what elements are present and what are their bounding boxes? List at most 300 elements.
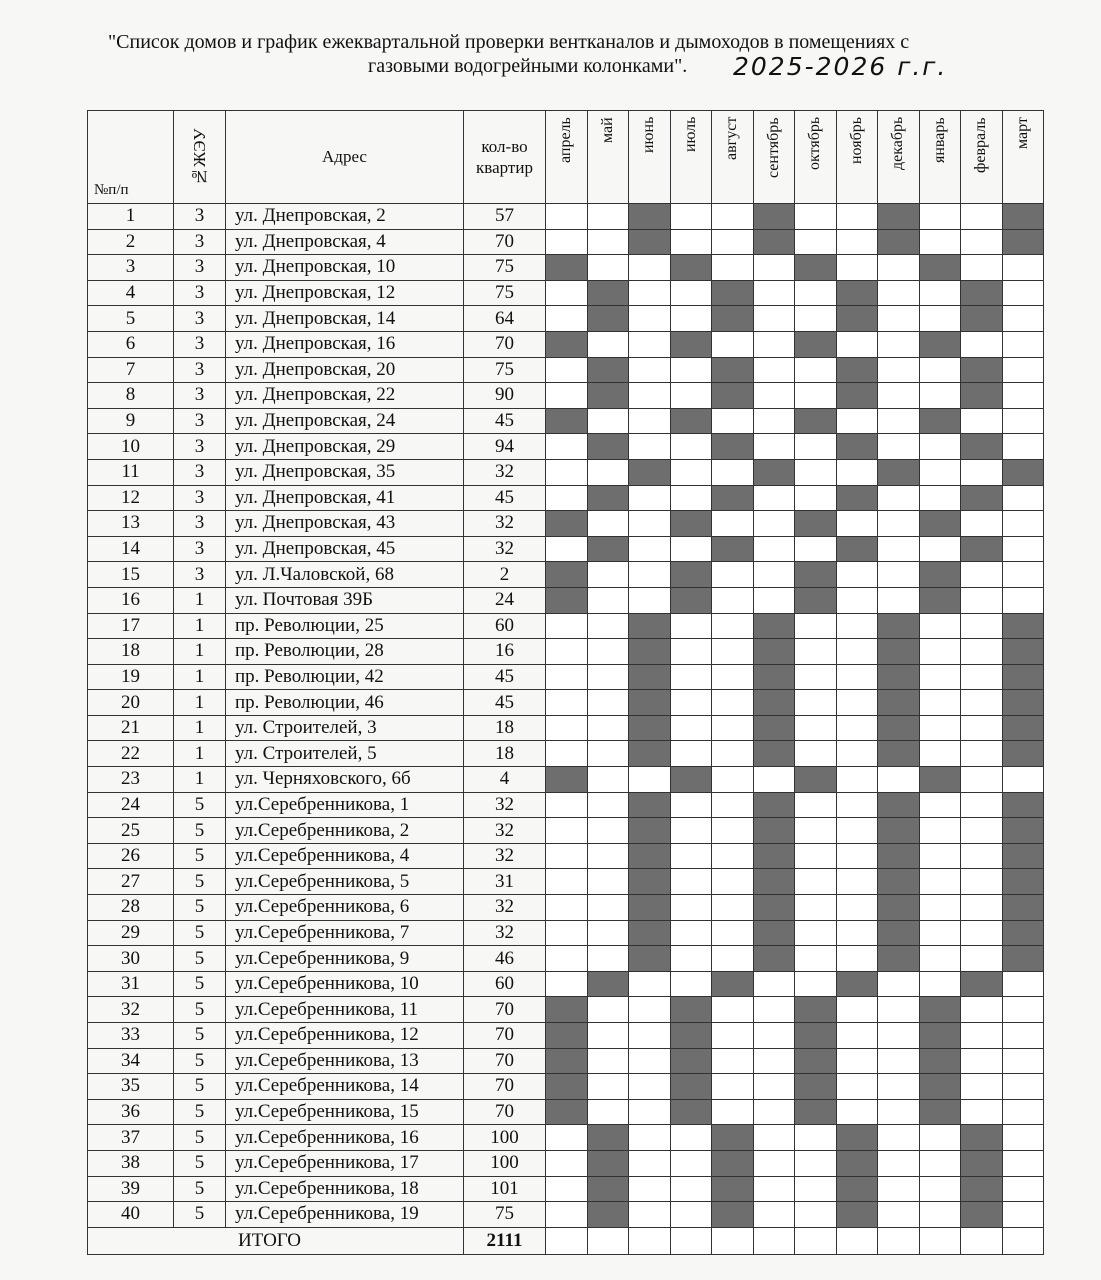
- scheduled-check-cell: [587, 485, 629, 511]
- month-cell: [712, 1227, 754, 1254]
- month-cell: [629, 434, 671, 460]
- scheduled-check-cell: [587, 1202, 629, 1228]
- month-cell: [753, 562, 795, 588]
- row-number: 10: [88, 434, 174, 460]
- month-cell: [712, 1048, 754, 1074]
- table-row: [88, 920, 1044, 946]
- month-cell: [546, 843, 588, 869]
- month-cell: [919, 843, 961, 869]
- month-cell: [670, 741, 712, 767]
- scheduled-check-cell: [961, 306, 1003, 332]
- month-cell: [712, 229, 754, 255]
- row-number: 20: [88, 690, 174, 716]
- month-cell: [836, 255, 878, 281]
- scheduled-check-cell: [961, 485, 1003, 511]
- row-zheu: 1: [174, 690, 226, 716]
- month-cell: [712, 331, 754, 357]
- row-zheu: 5: [174, 1150, 226, 1176]
- scheduled-check-cell: [795, 1099, 837, 1125]
- month-cell: [587, 511, 629, 537]
- month-cell: [546, 792, 588, 818]
- month-cell: [629, 997, 671, 1023]
- month-cell: [629, 511, 671, 537]
- month-cell: [836, 664, 878, 690]
- month-cell: [919, 1150, 961, 1176]
- scheduled-check-cell: [670, 511, 712, 537]
- month-cell: [795, 1176, 837, 1202]
- scheduled-check-cell: [878, 792, 920, 818]
- month-cell: [712, 895, 754, 921]
- row-number: 39: [88, 1176, 174, 1202]
- row-address: ул.Серебренникова, 18: [226, 1176, 464, 1202]
- month-cell: [1002, 1150, 1044, 1176]
- month-cell: [961, 408, 1003, 434]
- row-zheu: 5: [174, 895, 226, 921]
- row-address: ул.Серебренникова, 5: [226, 869, 464, 895]
- month-cell: [753, 280, 795, 306]
- month-cell: [836, 895, 878, 921]
- month-cell: [836, 818, 878, 844]
- row-apartments: 75: [464, 357, 546, 383]
- month-cell: [712, 792, 754, 818]
- scheduled-check-cell: [795, 997, 837, 1023]
- month-cell: [836, 715, 878, 741]
- table-row: [88, 664, 1044, 690]
- row-apartments: 45: [464, 485, 546, 511]
- table-row: [88, 1023, 1044, 1049]
- month-cell: [753, 1176, 795, 1202]
- row-number: 6: [88, 331, 174, 357]
- month-cell: [961, 997, 1003, 1023]
- row-number: 27: [88, 869, 174, 895]
- month-cell: [753, 306, 795, 332]
- scheduled-check-cell: [836, 280, 878, 306]
- month-cell: [629, 767, 671, 793]
- scheduled-check-cell: [546, 1099, 588, 1125]
- month-cell: [878, 971, 920, 997]
- month-cell: [629, 280, 671, 306]
- month-cell: [795, 204, 837, 230]
- scheduled-check-cell: [1002, 690, 1044, 716]
- month-cell: [712, 613, 754, 639]
- month-cell: [587, 818, 629, 844]
- month-cell: [753, 1202, 795, 1228]
- month-cell: [629, 587, 671, 613]
- row-apartments: 70: [464, 1099, 546, 1125]
- row-zheu: 5: [174, 1202, 226, 1228]
- table-row: [88, 459, 1044, 485]
- month-cell: [919, 536, 961, 562]
- scheduled-check-cell: [629, 229, 671, 255]
- month-cell: [753, 255, 795, 281]
- row-zheu: 1: [174, 587, 226, 613]
- schedule-table: [87, 110, 1044, 1255]
- scheduled-check-cell: [712, 1202, 754, 1228]
- header-month: декабрь: [878, 111, 920, 204]
- row-zheu: 3: [174, 255, 226, 281]
- row-address: ул. Л.Чаловской, 68: [226, 562, 464, 588]
- month-cell: [795, 920, 837, 946]
- month-cell: [712, 1023, 754, 1049]
- scheduled-check-cell: [587, 383, 629, 409]
- scheduled-check-cell: [919, 562, 961, 588]
- month-cell: [712, 562, 754, 588]
- month-cell: [546, 715, 588, 741]
- month-cell: [795, 229, 837, 255]
- table-row: [88, 690, 1044, 716]
- month-cell: [753, 997, 795, 1023]
- scheduled-check-cell: [795, 767, 837, 793]
- row-apartments: 75: [464, 280, 546, 306]
- month-cell: [587, 895, 629, 921]
- month-cell: [670, 1125, 712, 1151]
- row-number: 31: [88, 971, 174, 997]
- scheduled-check-cell: [753, 869, 795, 895]
- month-cell: [587, 664, 629, 690]
- month-cell: [919, 1227, 961, 1254]
- row-number: 14: [88, 536, 174, 562]
- month-cell: [1002, 357, 1044, 383]
- month-cell: [670, 383, 712, 409]
- scheduled-check-cell: [587, 1125, 629, 1151]
- scheduled-check-cell: [753, 843, 795, 869]
- month-cell: [753, 536, 795, 562]
- row-zheu: 5: [174, 1099, 226, 1125]
- row-zheu: 5: [174, 792, 226, 818]
- table-row: [88, 818, 1044, 844]
- row-number: 17: [88, 613, 174, 639]
- month-cell: [961, 715, 1003, 741]
- header-month: сентябрь: [753, 111, 795, 204]
- scheduled-check-cell: [795, 408, 837, 434]
- month-cell: [878, 1176, 920, 1202]
- month-cell: [878, 511, 920, 537]
- scheduled-check-cell: [712, 536, 754, 562]
- row-zheu: 5: [174, 818, 226, 844]
- row-zheu: 5: [174, 1176, 226, 1202]
- scheduled-check-cell: [795, 587, 837, 613]
- scheduled-check-cell: [1002, 920, 1044, 946]
- month-cell: [587, 946, 629, 972]
- scheduled-check-cell: [961, 434, 1003, 460]
- scheduled-check-cell: [753, 204, 795, 230]
- row-zheu: 3: [174, 485, 226, 511]
- month-cell: [629, 1202, 671, 1228]
- row-address: ул.Серебренникова, 9: [226, 946, 464, 972]
- month-cell: [587, 1227, 629, 1254]
- month-cell: [546, 818, 588, 844]
- row-apartments: 100: [464, 1125, 546, 1151]
- scheduled-check-cell: [919, 587, 961, 613]
- row-zheu: 5: [174, 869, 226, 895]
- month-cell: [836, 562, 878, 588]
- scheduled-check-cell: [670, 562, 712, 588]
- month-cell: [629, 562, 671, 588]
- scheduled-check-cell: [546, 562, 588, 588]
- month-cell: [1002, 1074, 1044, 1100]
- month-cell: [961, 1023, 1003, 1049]
- table-row: [88, 383, 1044, 409]
- row-zheu: 3: [174, 562, 226, 588]
- row-address: ул. Днепровская, 41: [226, 485, 464, 511]
- table-row: [88, 587, 1044, 613]
- scheduled-check-cell: [878, 818, 920, 844]
- scheduled-check-cell: [712, 971, 754, 997]
- table-row: [88, 971, 1044, 997]
- row-number: 28: [88, 895, 174, 921]
- month-cell: [546, 895, 588, 921]
- month-cell: [1002, 255, 1044, 281]
- scheduled-check-cell: [712, 1176, 754, 1202]
- scheduled-check-cell: [712, 434, 754, 460]
- row-number: 36: [88, 1099, 174, 1125]
- row-address: ул.Серебренникова, 14: [226, 1074, 464, 1100]
- month-cell: [670, 639, 712, 665]
- table-row: [88, 331, 1044, 357]
- row-address: ул. Черняховского, 6б: [226, 767, 464, 793]
- row-apartments: 70: [464, 229, 546, 255]
- month-cell: [629, 1023, 671, 1049]
- month-cell: [546, 690, 588, 716]
- row-apartments: 70: [464, 1023, 546, 1049]
- scheduled-check-cell: [795, 511, 837, 537]
- row-zheu: 5: [174, 843, 226, 869]
- month-cell: [546, 536, 588, 562]
- month-cell: [670, 920, 712, 946]
- table-body: [88, 204, 1044, 1228]
- row-zheu: 3: [174, 536, 226, 562]
- scheduled-check-cell: [836, 1176, 878, 1202]
- row-address: ул.Серебренникова, 1: [226, 792, 464, 818]
- month-cell: [961, 613, 1003, 639]
- scheduled-check-cell: [587, 357, 629, 383]
- month-cell: [795, 741, 837, 767]
- scheduled-check-cell: [546, 1023, 588, 1049]
- month-cell: [795, 869, 837, 895]
- scheduled-check-cell: [629, 204, 671, 230]
- row-number: 38: [88, 1150, 174, 1176]
- month-cell: [587, 639, 629, 665]
- row-zheu: 1: [174, 715, 226, 741]
- month-cell: [961, 690, 1003, 716]
- month-cell: [753, 587, 795, 613]
- month-cell: [795, 639, 837, 665]
- month-cell: [1002, 1048, 1044, 1074]
- row-zheu: 3: [174, 511, 226, 537]
- month-cell: [878, 306, 920, 332]
- scheduled-check-cell: [546, 1048, 588, 1074]
- row-apartments: 70: [464, 1048, 546, 1074]
- scheduled-check-cell: [919, 255, 961, 281]
- month-cell: [878, 331, 920, 357]
- month-cell: [712, 818, 754, 844]
- scheduled-check-cell: [836, 383, 878, 409]
- row-apartments: 45: [464, 690, 546, 716]
- table-row: [88, 1048, 1044, 1074]
- scheduled-check-cell: [878, 895, 920, 921]
- row-address: ул. Днепровская, 16: [226, 331, 464, 357]
- month-cell: [878, 1099, 920, 1125]
- month-cell: [629, 383, 671, 409]
- month-cell: [795, 946, 837, 972]
- month-cell: [919, 229, 961, 255]
- row-address: ул.Серебренникова, 16: [226, 1125, 464, 1151]
- scheduled-check-cell: [961, 280, 1003, 306]
- month-cell: [712, 869, 754, 895]
- month-cell: [753, 511, 795, 537]
- month-cell: [546, 946, 588, 972]
- month-cell: [878, 485, 920, 511]
- month-cell: [1002, 434, 1044, 460]
- table-row: [88, 1125, 1044, 1151]
- scheduled-check-cell: [753, 664, 795, 690]
- row-apartments: 24: [464, 587, 546, 613]
- month-cell: [546, 229, 588, 255]
- month-cell: [836, 869, 878, 895]
- month-cell: [919, 613, 961, 639]
- row-address: ул. Днепровская, 24: [226, 408, 464, 434]
- scheduled-check-cell: [961, 971, 1003, 997]
- row-apartments: 32: [464, 536, 546, 562]
- scheduled-check-cell: [670, 1074, 712, 1100]
- month-cell: [753, 1150, 795, 1176]
- month-cell: [546, 204, 588, 230]
- row-apartments: 75: [464, 1202, 546, 1228]
- month-cell: [836, 229, 878, 255]
- month-cell: [961, 587, 1003, 613]
- row-address: пр. Революции, 25: [226, 613, 464, 639]
- month-cell: [546, 920, 588, 946]
- month-cell: [712, 1074, 754, 1100]
- scheduled-check-cell: [546, 408, 588, 434]
- row-address: ул.Серебренникова, 17: [226, 1150, 464, 1176]
- month-cell: [1002, 1099, 1044, 1125]
- scheduled-check-cell: [795, 1074, 837, 1100]
- month-cell: [670, 204, 712, 230]
- month-cell: [670, 690, 712, 716]
- scheduled-check-cell: [961, 1176, 1003, 1202]
- row-number: 4: [88, 280, 174, 306]
- scheduled-check-cell: [795, 1023, 837, 1049]
- month-cell: [836, 1048, 878, 1074]
- month-cell: [961, 869, 1003, 895]
- row-address: ул. Днепровская, 43: [226, 511, 464, 537]
- table-row: [88, 741, 1044, 767]
- row-number: 24: [88, 792, 174, 818]
- month-cell: [546, 741, 588, 767]
- month-cell: [961, 767, 1003, 793]
- row-address: пр. Революции, 46: [226, 690, 464, 716]
- row-zheu: 1: [174, 664, 226, 690]
- month-cell: [961, 895, 1003, 921]
- row-address: ул.Серебренникова, 15: [226, 1099, 464, 1125]
- month-cell: [670, 946, 712, 972]
- month-cell: [795, 1125, 837, 1151]
- month-cell: [919, 434, 961, 460]
- row-address: ул. Днепровская, 22: [226, 383, 464, 409]
- month-cell: [587, 792, 629, 818]
- scheduled-check-cell: [629, 690, 671, 716]
- table-row: [88, 562, 1044, 588]
- month-cell: [629, 536, 671, 562]
- month-cell: [836, 920, 878, 946]
- month-cell: [712, 1099, 754, 1125]
- scheduled-check-cell: [1002, 204, 1044, 230]
- month-cell: [712, 843, 754, 869]
- month-cell: [919, 690, 961, 716]
- month-cell: [1002, 511, 1044, 537]
- scheduled-check-cell: [878, 690, 920, 716]
- month-cell: [587, 255, 629, 281]
- month-cell: [670, 434, 712, 460]
- scheduled-check-cell: [836, 485, 878, 511]
- scheduled-check-cell: [878, 843, 920, 869]
- month-cell: [961, 511, 1003, 537]
- month-cell: [1002, 1227, 1044, 1254]
- row-number: 12: [88, 485, 174, 511]
- month-cell: [836, 997, 878, 1023]
- scheduled-check-cell: [961, 1150, 1003, 1176]
- scheduled-check-cell: [670, 1023, 712, 1049]
- month-cell: [836, 511, 878, 537]
- scheduled-check-cell: [1002, 792, 1044, 818]
- month-cell: [670, 1227, 712, 1254]
- scheduled-check-cell: [629, 639, 671, 665]
- month-cell: [919, 280, 961, 306]
- month-cell: [836, 204, 878, 230]
- month-cell: [1002, 331, 1044, 357]
- scheduled-check-cell: [629, 459, 671, 485]
- month-cell: [836, 792, 878, 818]
- row-number: 26: [88, 843, 174, 869]
- month-cell: [878, 1023, 920, 1049]
- row-address: ул. Днепровская, 14: [226, 306, 464, 332]
- month-cell: [878, 1074, 920, 1100]
- month-cell: [836, 459, 878, 485]
- row-address: ул.Серебренникова, 12: [226, 1023, 464, 1049]
- row-address: ул. Днепровская, 2: [226, 204, 464, 230]
- scheduled-check-cell: [587, 306, 629, 332]
- row-number: 2: [88, 229, 174, 255]
- row-apartments: 32: [464, 511, 546, 537]
- table-row: [88, 485, 1044, 511]
- scheduled-check-cell: [753, 639, 795, 665]
- scheduled-check-cell: [919, 997, 961, 1023]
- month-cell: [961, 229, 1003, 255]
- month-cell: [795, 715, 837, 741]
- month-cell: [587, 587, 629, 613]
- table-row: [88, 1150, 1044, 1176]
- header-month: март: [1002, 111, 1044, 204]
- month-cell: [878, 408, 920, 434]
- scheduled-check-cell: [961, 357, 1003, 383]
- scheduled-check-cell: [795, 255, 837, 281]
- title-line-2: газовыми водогрейными колонками".: [368, 55, 688, 77]
- row-number: 35: [88, 1074, 174, 1100]
- month-cell: [670, 869, 712, 895]
- month-cell: [919, 895, 961, 921]
- row-zheu: 5: [174, 1048, 226, 1074]
- month-cell: [919, 715, 961, 741]
- row-address: ул.Серебренникова, 4: [226, 843, 464, 869]
- row-number: 21: [88, 715, 174, 741]
- month-cell: [878, 1150, 920, 1176]
- scheduled-check-cell: [836, 971, 878, 997]
- row-apartments: 31: [464, 869, 546, 895]
- scheduled-check-cell: [878, 204, 920, 230]
- scheduled-check-cell: [546, 1074, 588, 1100]
- row-number: 7: [88, 357, 174, 383]
